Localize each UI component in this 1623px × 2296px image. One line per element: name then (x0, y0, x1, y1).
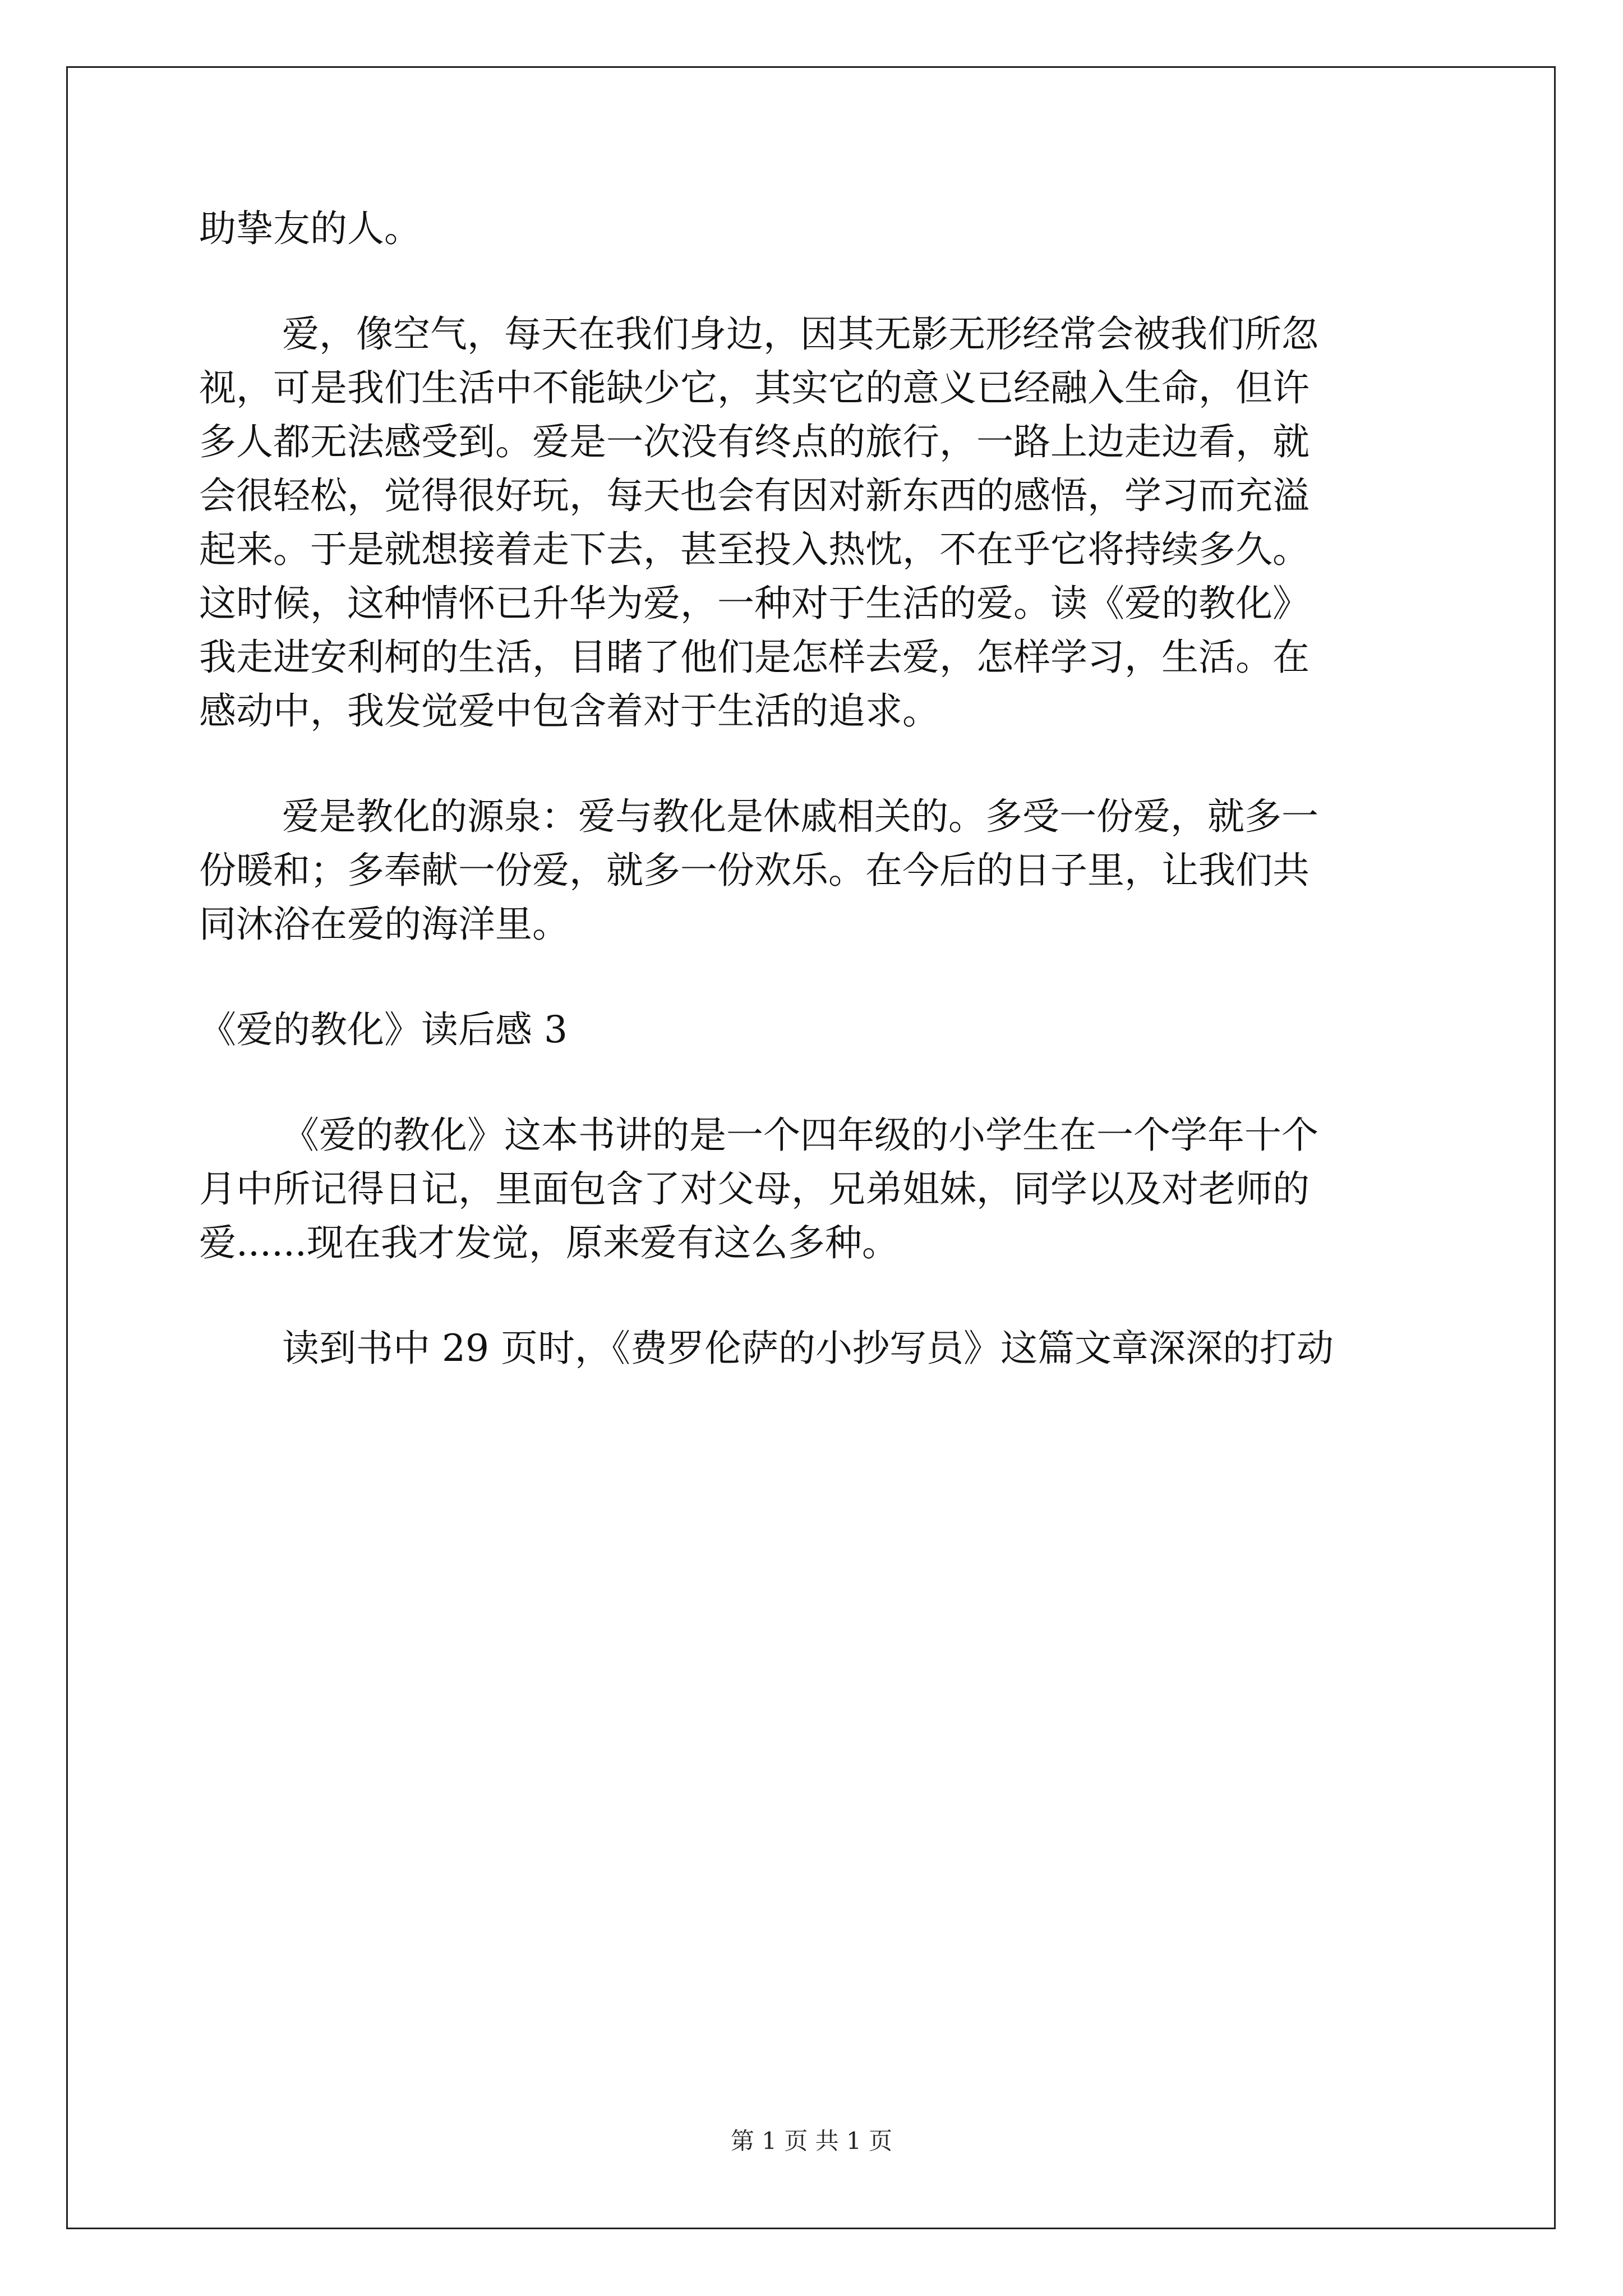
document-body (199, 202, 1427, 1375)
text-line: 《爱的教化》这本书讲的是一个四年级的小学生在一个学年十个 (282, 1114, 1318, 1157)
text-line: 同沐浴在爱的海洋里。 (199, 903, 569, 946)
text-line: 爱......现在我才发觉，原来爱有这么多种。 (199, 1221, 899, 1264)
text-line: 这时候，这种情怀已升华为爱，一种对于生活的爱。读《爱的教化》 (199, 582, 1310, 625)
text-line: 多人都无法感受到。爱是一次没有终点的旅行，一路上边走边看，就 (199, 420, 1310, 463)
section-heading: 《爱的教化》读后感 3 (199, 1008, 568, 1051)
page-number-footer: 第 1 页 共 1 页 (730, 2127, 893, 2155)
text-line: 感动中，我发觉爱中包含着对于生活的追求。 (199, 689, 939, 733)
text-line: 助挚友的人。 (199, 207, 421, 250)
text-line: 读到书中 29 页时，《费罗伦萨的小抄写员》这篇文章深深的打动 (282, 1327, 1334, 1370)
text-line: 份暖和；多奉献一份爱，就多一份欢乐。在今后的日子里，让我们共 (199, 849, 1310, 892)
text-line: 爱是教化的源泉：爱与教化是休戚相关的。多受一份爱，就多一 (282, 795, 1318, 838)
text-line: 月中所记得日记，里面包含了对父母，兄弟姐妹，同学以及对老师的 (199, 1167, 1310, 1211)
text-line: 会很轻松，觉得很好玩，每天也会有因对新东西的感悟，学习而充溢 (199, 474, 1310, 517)
text-line: 爱，像空气，每天在我们身边，因其无影无形经常会被我们所忽 (282, 312, 1318, 356)
text-line: 视，可是我们生活中不能缺少它，其实它的意义已经融入生命，但许 (199, 366, 1310, 409)
text-line: 我走进安利柯的生活，目睹了他们是怎样去爱，怎样学习，生活。在 (199, 636, 1310, 679)
text-line: 起来。于是就想接着走下去，甚至投入热忱，不在乎它将持续多久。 (199, 528, 1310, 571)
